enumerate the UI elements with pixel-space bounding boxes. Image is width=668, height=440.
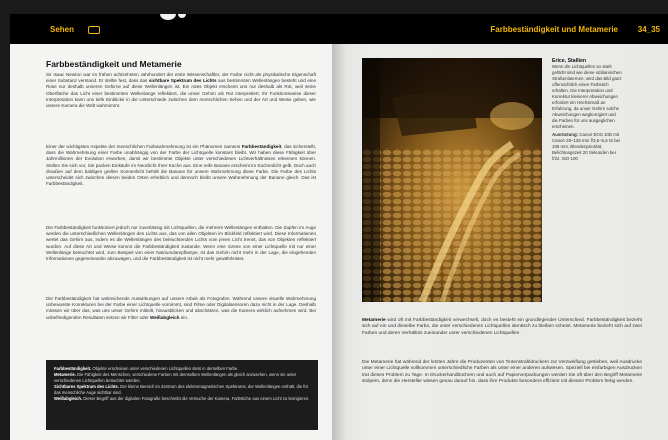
glossary-entry <box>54 384 310 396</box>
paragraph <box>362 318 642 337</box>
glossary-term: Metamerie. <box>54 371 76 377</box>
paragraph-text: Die Farbbeständigkeit hat weitreichende Auswirkungen auf unsere Arbeit als Fotografen. Während unsere visuelle Wahrnehmung unbewusste Korrekturen bei der Farbe einer Lichtquelle vornimmt, sind Filme oder Digitalsensoren dazu nicht in der Lage. Deshalb müssen wir über das, was uns unser Gehirn mitteilt, hinausblicken und abschätzen, was die Kamera wirklich aufnehmen wird. Bei unbefriedigenden Resultaten setzen wir Filter oder <box>46 296 316 320</box>
decorative-shape <box>178 14 186 18</box>
paragraph-text: wird oft mit Farbbeständigkeit verwechselt, doch es besteht ein grundlegender Unterschied. Farbbeständigkeit bezieht sich auf ein und dieselbe Farbe, die unter verschiedenen Lichtquellen identisch zu bleiben scheint. Metamerie bezieht sich auf zwei Farben und deren Verhältnis zueinander unter verschiedenen Lichtquellen. <box>362 318 642 336</box>
paragraph-text: aus bestimmten Wellenlängen besteht und eine Rose nur deshalb unseren Gehirne auf diese Wellenlängen ist. Ein rotes Objekt erscheint uns nur deshalb als Rot, weil seine Oberfläche das Licht einer bestimmten Wellenlänge reflektiert, die unser Gehirn als Rot interpretiert. Ihr Funktionsweise dieser Interpretation kann uns tiefe Einblicke in die Unterschiede zwischen dem menschlichen Sehen und der Art und Weise geben, wie unsere Kamera die Welt wahrnimmt. <box>46 78 316 109</box>
paragraph-text: Einer der wichtigsten Aspekte der menschlichen Farbwahrnehmung ist ein Phänomen namens <box>46 144 242 149</box>
glossary-definition: Dieser Begriff aus der digitalen Fotografie beschreibt die Versuche der Kamera, Farbstiche aus einem Licht zu korrigieren. <box>82 395 310 401</box>
glossary-definition: Objekte erscheinen unter verschiedenen Lichtquellen stets in derselben Farbe. <box>91 366 239 371</box>
section-label: Sehen <box>50 25 75 34</box>
photo-caption <box>552 58 622 162</box>
arrow-icon <box>88 26 100 34</box>
paragraph <box>46 225 316 262</box>
left-page <box>10 14 332 440</box>
glossary-box <box>46 360 318 430</box>
right-header-bar <box>332 14 668 44</box>
decorative-shape <box>160 14 176 20</box>
right-page <box>332 14 668 440</box>
page-numbers: 34_35 <box>637 25 660 34</box>
caption-tech-label: Ausrüstung: <box>552 132 579 137</box>
paragraph <box>46 72 316 109</box>
paragraph <box>46 296 316 321</box>
header-title: Farbbeständigkeit und Metamerie <box>490 25 618 34</box>
glossary-definition: Die Fähigkeit des Menschen, verschiedene Farben mit demselben Wellenlängen als gleich anzusehen, wenn sie unter verschiedenen Lichtquellen betrachtet werden. <box>54 371 297 383</box>
street-photo <box>362 58 542 302</box>
paragraph <box>46 144 316 187</box>
paragraph-text: Die Metamerie hat während der letzten Jahre die Produzenten von Tintenstrahldruckern zur Verzweiflung getrieben, weil Ausdrucke unter einer Lichtquelle vollkommen unterschiedliche Farben als unter einer anderen aufwiesen. Speziell bei einfarbigen Ausdrucken trat dieses Problem zu Tage. In Druckerhandbüchern und auch auf Papierverpackungen werden Sie oft über den Begriff Metamerie stolpern, denn die Hersteller wissen genau darauf hin, dass ihre Produkte besonders effizient mit diesem Problem fertig werden. <box>362 360 642 384</box>
paragraph-text: Die Farbbeständigkeit funktioniert jedoch nur zuverlässig mit Lichtquellen, die mehrere Wellenlängen enthalten. Die Zapfen im Auge werden die unterschiedlichen Wellenlängen des Lichts aus, das von allen Objekten im Blickfeld reflektiert wird. Diese Informationen wertet das Gehirn aus, indem es die Wellenlängen des beleuchtenden Lichts vom jenen Licht trennt, das von Objekten reflektiert wurden. Auf diese Art und Weise kommt die Farbbeständigkeit zustande. Wenn eine Szene von einer Lichtquelle mit nur einer Wellenlänge beleuchtet wird, zum Beispiel von einer Natriumdampflampe, ist das Gehirn nicht mehr in der Lage, die eingehenden Informationen gegeneinander abzuwägen, und die Farbbeständigkeit ist nicht mehr gewährleistet. <box>46 225 316 262</box>
paragraph <box>362 360 642 385</box>
paragraph-text: Sir Isaac Newton war im frühen achtzehnten Jahrhundert der erste Wissenschaftler, der Farbe nicht als physikalische Eigenschaft einer Substanz verstand. Er stellte fest, dass das <box>46 72 316 84</box>
glossary-entry <box>54 396 310 402</box>
caption-title: Erice, Stallien <box>552 58 587 64</box>
paragraph-text: ein. <box>179 314 189 320</box>
glossary-term: Farbbeständigkeit. <box>54 366 92 371</box>
paragraph-term: Weißabgleich <box>149 314 180 320</box>
caption-tech-text: Canon EOS 10D mit Canon 28–135 mm f/3,5–5,6 IS bei 105 mm, Blendenpriorität, Belichtungszeit 20 Sekunden bei f/22, ISO 100 <box>552 132 621 161</box>
street-photo-drawing <box>362 58 542 302</box>
page-heading: Farbbeständigkeit und Metamerie <box>46 59 182 69</box>
glossary-definition: Der kleine Bereich im Zentrum des elektromagnetischen Spektrums, der Wellenlängen enthält, die für das menschliche Auge sichtbar sind. <box>54 383 309 395</box>
paragraph-term: Metamerie <box>362 318 386 323</box>
glossary-term: Sichtbares Spektrum des Lichts. <box>54 383 119 389</box>
caption-tech <box>552 132 622 162</box>
paragraph-term: Farbbeständigkeit <box>241 144 282 149</box>
glossary-term: Weißabgleich. <box>54 395 83 401</box>
paragraph-text: , das sicherstellt, dass die Wahrnehmung einer Farbe unabhängig von der Farbe der Lichtquelle konstant bleibt. Wir haben diese Fähigkeit über Jahrmillionen der Evolution erworben, damit wir bestimmte Objekte unter verschiedenen Lichtverhältnissen erkennen können. Stellen Sie sich vor, Sie packen Einkäufe im Neonlicht Ihrer Küche aus. Eine reife Banane erscheint im Küchenlicht gelb. Doch auch draußen auf dem baldigen grellen Sonnenlicht behält die Banane für unsere Wahrnehmung diese Farbe. Die Farbe des Lichts unterscheidet sich zwischen diesen beiden Orten erheblich und dennoch bleibt unsere Wahrnehmung der Banane gleich. Das ist Farbbeständigkeit. <box>46 144 316 187</box>
left-header-bar <box>10 14 332 44</box>
glossary-entry <box>54 372 310 384</box>
caption-text: Wenn die Lichtquellen so stark gefärbt sind wie diese sizilianischen Straßenlaternen, wird das Bild ganz offensichtlich einen Farbstich erhalten. Die Interpretation und Korrektur kleinerer Abweichungen erfordert ein Höchstmaß an Erfahrung, da unser Gehirn solche Abweichungen wegkorrigiert und die Farben für uns ausgeglichen erscheinen. <box>552 64 622 129</box>
paragraph-term: sichtbare Spektrum des Lichts <box>148 78 217 84</box>
